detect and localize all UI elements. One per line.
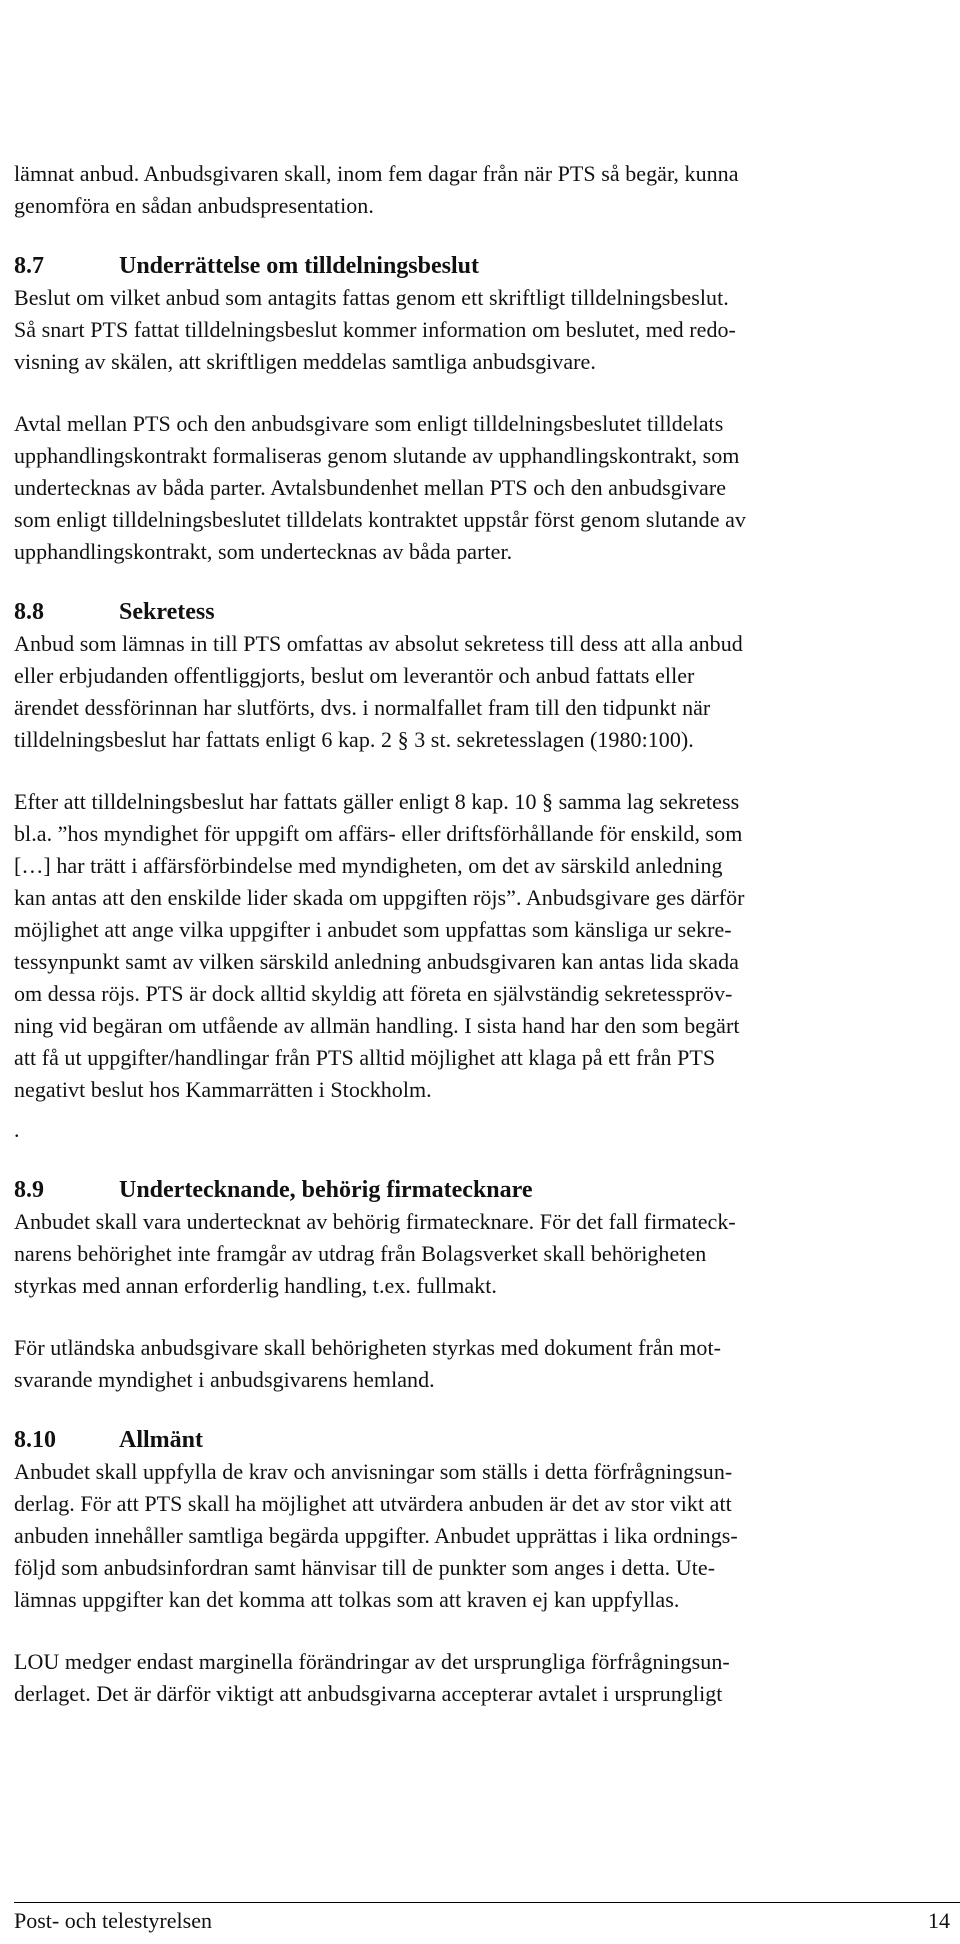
section-title: Undertecknande, behörig firmatecknare	[119, 1177, 533, 1203]
intro-paragraph: lämnat anbud. Anbudsgivaren skall, inom fem dagar från när PTS så begär, kunna genomföra en sådan anbudspresentation.	[14, 161, 739, 218]
section-number: 8.8	[14, 599, 44, 625]
section-8-9-heading	[14, 1174, 950, 1206]
section-8-10-heading	[14, 1424, 950, 1456]
section-8-10-paragraph-2: LOU medger endast marginella förändringar av det ursprungliga förfrågningsun- derlaget. Det är därför viktigt att anbudsgivarna accepterar avtalet i ursprungligt	[14, 1649, 730, 1706]
section-title: Underrättelse om tilldelningsbeslut	[119, 253, 479, 279]
section-8-8-paragraph-1: Anbud som lämnas in till PTS omfattas av absolut sekretess till dess att alla anbud eller erbjudanden offentliggjorts, beslut om leverantör och anbud fattats eller ärendet dessförinnan har slutförts, dvs. i normalfallet fram till den tidpunkt när tilldelningsbeslut har fattats enligt 6 kap. 2 § 3 st. sekretesslagen (1980:100).	[14, 631, 743, 752]
section-8-7-paragraph-2: Avtal mellan PTS och den anbudsgivare som enligt tilldelningsbeslutet tilldelats upphandlingskontrakt formaliseras genom slutande av upphandlingskontrakt, som undertecknas av båda parter. Avtalsbundenhet mellan PTS och den anbudsgivare som enligt tilldelningsbeslutet tilldelats kontraktet uppstår först genom slutande av upphandlingskontrakt, som undertecknas av båda parter.	[14, 411, 746, 564]
footer-divider	[14, 1902, 960, 1903]
section-8-7-heading	[14, 250, 950, 282]
section-title: Sekretess	[119, 599, 215, 625]
section-8-8-paragraph-2: Efter att tilldelningsbeslut har fattats gäller enligt 8 kap. 10 § samma lag sekretess bl.a. ”hos myndighet för uppgift om affärs- eller driftsförhållande för enskild, som […] har trätt i affärsförbindelse med myndigheten, om det av särskild anledning kan antas att den enskilde lider skada om uppgiften röjs”. Anbudsgivare ges därför möjlighet att ange vilka uppgifter i anbudet som uppfattas som känsliga ur sekre- tessynpunkt samt av vilken särskild anledning anbudsgivaren kan antas lida skada om dessa röjs. PTS är dock alltid skyldig att företa en självständig sekretesspröv- ning vid begäran om utfående av allmän handling. I sista hand har den som begärt att få ut uppgifter/handlingar från PTS alltid möjlighet att klaga på ett från PTS negativt beslut hos Kammarrätten i Stockholm.	[14, 789, 745, 1102]
section-8-9-paragraph-1: Anbudet skall vara undertecknat av behörig firmatecknare. För det fall firmateck- narens behörighet inte framgår av utdrag från Bolagsverket skall behörigheten styrkas med annan erforderlig handling, t.ex. fullmakt.	[14, 1209, 736, 1298]
section-8-8-heading	[14, 596, 950, 628]
section-8-10-paragraph-1: Anbudet skall uppfylla de krav och anvisningar som ställs i detta förfrågningsun- derlag. För att PTS skall ha möjlighet att utvärdera anbuden är det av stor vikt att anbuden innehåller samtliga begärda uppgifter. Anbudet upprättas i lika ordnings- följd som anbudsinfordran samt hänvisar till de punkter som anges i detta. Ute- lämnas uppgifter kan det komma att tolkas som att kraven ej kan uppfyllas.	[14, 1459, 738, 1612]
section-8-9-paragraph-2: För utländska anbudsgivare skall behörigheten styrkas med dokument från mot- svarande myndighet i anbudsgivarens hemland.	[14, 1335, 722, 1392]
document-page	[14, 158, 950, 1710]
section-8-7-paragraph-1: Beslut om vilket anbud som antagits fattas genom ett skriftligt tilldelningsbeslut. Så snart PTS fattat tilldelningsbeslut kommer information om beslutet, med redo- visning av skälen, att skriftligen meddelas samtliga anbudsgivare.	[14, 285, 736, 374]
page-footer	[14, 1907, 950, 1935]
page-number: 14	[928, 1908, 950, 1933]
section-number: 8.10	[14, 1427, 56, 1453]
section-number: 8.7	[14, 253, 44, 279]
stray-period: .	[14, 1117, 20, 1142]
footer-organization: Post- och telestyrelsen	[14, 1908, 212, 1933]
section-number: 8.9	[14, 1177, 44, 1203]
section-title: Allmänt	[119, 1427, 203, 1453]
